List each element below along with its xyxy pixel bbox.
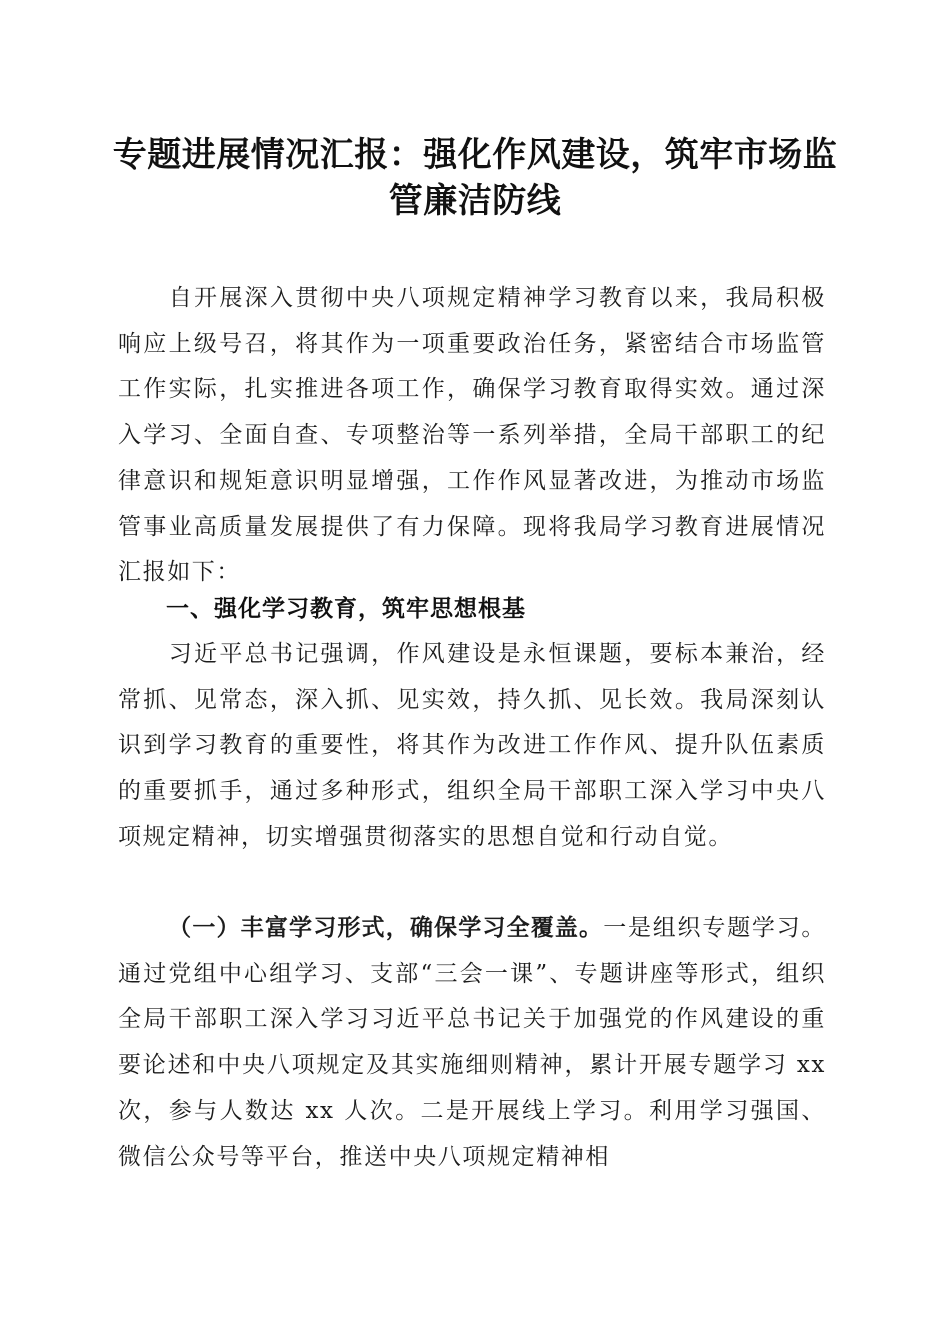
section-1-heading: 一、强化学习教育，筑牢思想根基: [166, 596, 526, 622]
intro-paragraph-text: 自开展深入贯彻中央八项规定精神学习教育以来，我局积极响应上级号召，将其作为一项重要政治任务，紧密结合市场监管工作实际，扎实推进各项工作，确保学习教育取得实效。通过深入学习、全面自查、专项整治等一系列举措，全局干部职工的纪律意识和规矩意识明显增强，工作作风显著改进，为推动市场监管事业高质量发展提供了有力保障。现将我局学习教育进展情况汇报如下：: [118, 285, 826, 586]
section-1-paragraph-text: 习近平总书记强调，作风建设是永恒课题，要标本兼治，经常抓、见常态，深入抓、见实效，持久抓、见长效。我局深刻认识到学习教育的重要性，将其作为改进工作作风、提升队伍素质的重要抓手，通过多种形式，组织全局干部职工深入学习中央八项规定精神，切实增强贯彻落实的思想自觉和行动自觉。: [118, 641, 826, 850]
section-1-paragraph: [118, 632, 826, 861]
intro-paragraph: [118, 276, 826, 596]
document-title: 专题进展情况汇报：强化作风建设，筑牢市场监管廉洁防线: [112, 135, 838, 221]
subsection-1-heading: （一）丰富学习形式，确保学习全覆盖。: [168, 915, 604, 941]
subsection-1-text: 一是组织专题学习。通过党组中心组学习、支部“三会一课”、专题讲座等形式，组织全局干部职工深入学习习近平总书记关于加强党的作风建设的重要论述和中央八项规定及其实施细则精神，累计开展专题学习 xx 次，参与人数达 xx 人次。二是开展线上学习。利用学习强国、微信公众号等平台，推送中央八项规定精神相: [118, 915, 826, 1170]
subsection-1-paragraph: [118, 906, 826, 1180]
